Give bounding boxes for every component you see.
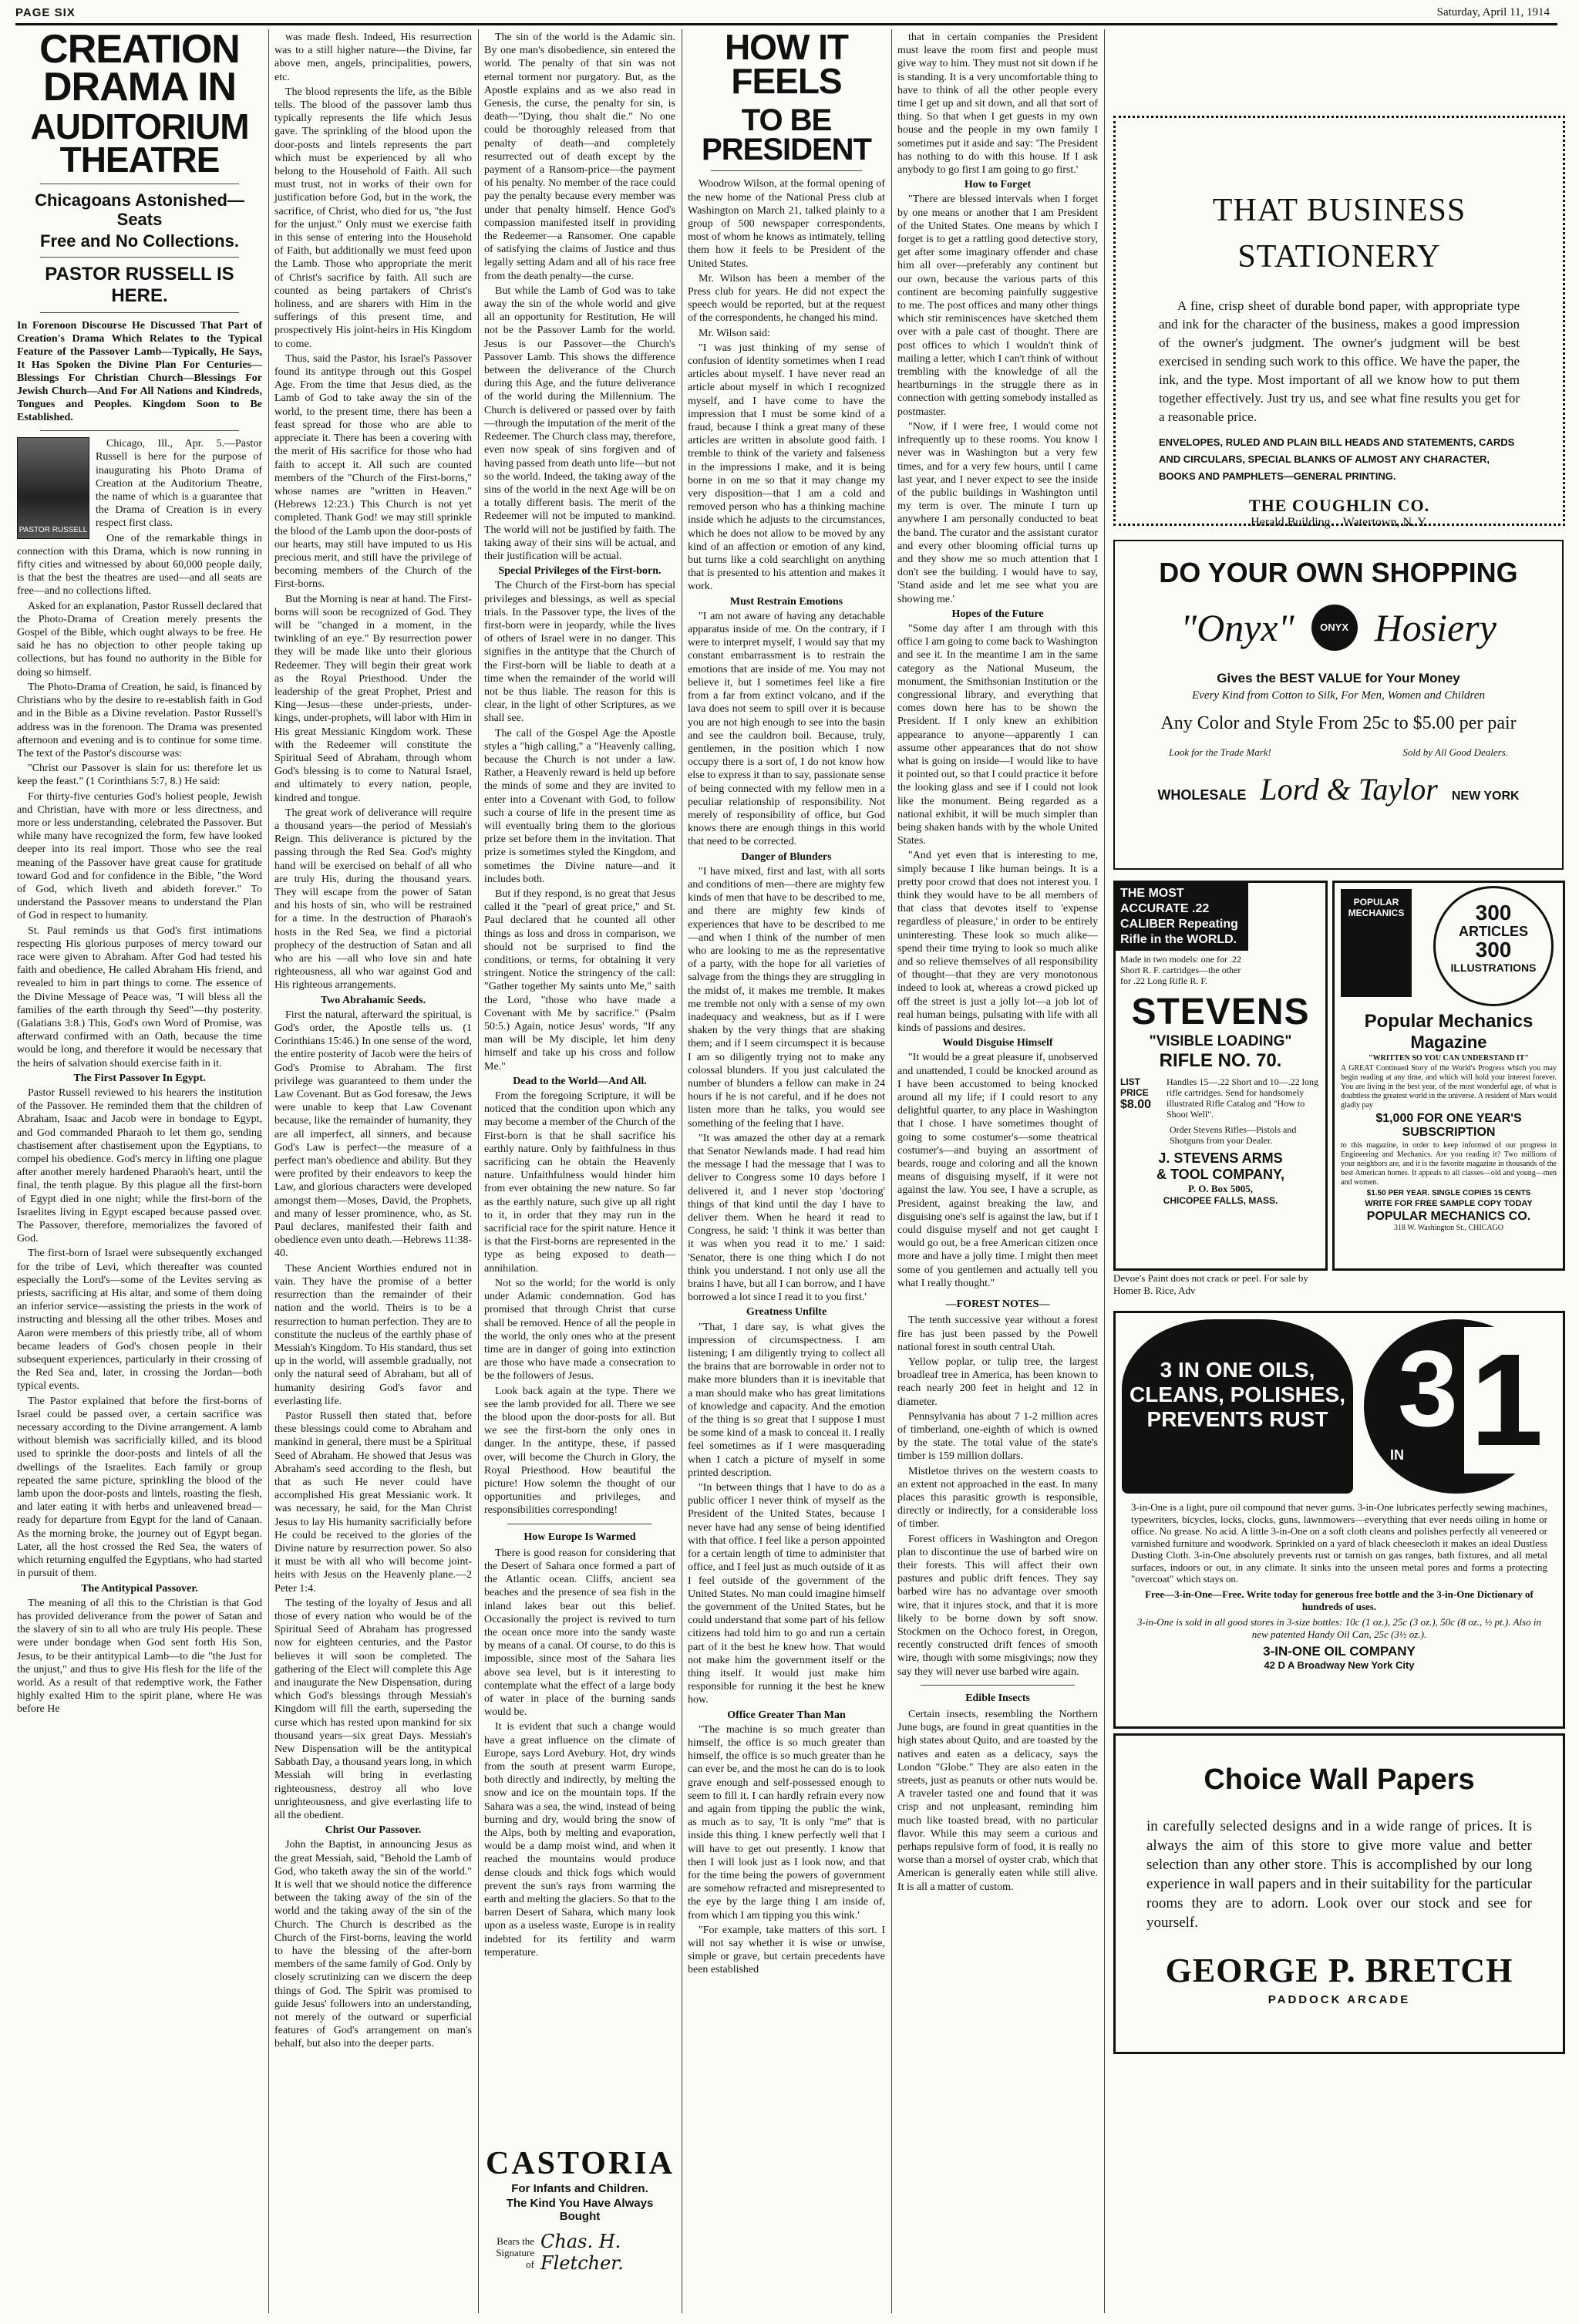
stevens-company-1: J. STEVENS ARMS <box>1158 1150 1283 1166</box>
onyx-headline: DO YOUR OWN SHOPPING <box>1159 557 1518 588</box>
paragraph: Asked for an explanation, Pastor Russell declared that the Photo-Drama of Creation merely presents the Gospel of the Bible, which ought always to be free. He said he has no objection to other people taking up collections, but has found no authority in the Bible for doing so himself. <box>17 600 262 679</box>
divider <box>921 1685 1075 1686</box>
paragraph: First the natural, afterward the spiritual, is God's order, the Apostle tells us. (1 Corinthians 15:46.) In one sense of the word, the entire posterity of Jacob were the heirs of God's Promise to Abraham. The first privilege was guaranteed to them under the Law Covenant. But as God foresaw, the Jews were unable to keep that Law Covenant because, like the remainder of humanity, they are all imperfect, all sinners, and because God's Law is perfect—the measure of a perfect man's obedience and ability. But they were profited by their endeavors to keep the Law, and glorious characters were developed amongst them—Moses, David, the Prophets, and many of lesser prominence, who, as St. Paul declares, manifested their faith and obedience even unto death.—Hebrews 11:38-40. <box>274 1009 472 1260</box>
logo-one: 1 <box>1464 1327 1550 1474</box>
onyx-hosiery-ad <box>1113 540 1564 870</box>
paragraph: "I was just thinking of my sense of confusion of identity sometimes when I read articles about myself. I have never read an article about myself in which I recognized myself, and I have come to have the impression that I must be some kind of a fraud, because I think a great many of these articles are written in absolute good faith. I tremble to think of the variety and falseness in the impressions I make, and it is being borne in on me so that it may change my very disposition—that I am a cold and removed person who has a thinking machine inside which he adjusts to the circumstances, which he does not allow to be moved by any kind of an affection or emotion of any kind, but turns like a cold searchlight on anything that is presented to his attention and makes it work. <box>688 342 885 593</box>
wilson-headline-1: HOW IT FEELS <box>724 27 849 101</box>
onyx-tagline: Gives the BEST VALUE for Your Money <box>1217 671 1460 685</box>
popular-mechanics-ad <box>1332 881 1565 1271</box>
paragraph: It is evident that such a change would have a great influence on the climate of Europe, says Lord Avebury. Hot, dry winds from the south at present warm Europe, both directly and indirectly, by melting the snow and ice on the mountain tops. If the Sahara was a sea, the wind, instead of being burning and dry, would bring the snow of the Alps, both by melting and evaporation, would be a damp moist wind, and when it reached the mountains would produce dense clouds and thick fogs which would prevent the sun's rays from warming the earth and melting the glaciers. So that to the barren Desert of Sahara, which many look upon as a useless waste, Europe is in reality indebted for its fertility and warm temperature. <box>484 1721 675 1959</box>
pm-body: A GREAT Continued Story of the World's Progress which you may begin reading at any time, and which will hold your interest forever. You are living in the best year, of the most wonderful age, of what is doubtless the greatest world in the universe. A resident of Mars would gladly pay <box>1341 1064 1557 1110</box>
oil-line-1: 3 IN ONE OILS, <box>1160 1358 1315 1382</box>
castoria-line-1: For Infants and Children. <box>511 2182 648 2195</box>
paragraph: "Some day after I am through with this office I am going to come back to Washington and see it. In the meantime I am in the same category as the National Museum, the monument, the Smithsonian Institution or the congressional library, and everything that comes down here has to be shown the President. If I only knew an exhibition appearance to anyone—apparently I can assume other appearances that do not show what is going on inside—I would like to have it pointed out, so that I could practice it before the looking glass and see if I could not look like the monument. Being regarded as a national exhibit, it will be much simpler than being shaken hands with by the whole United States. <box>897 622 1098 847</box>
europe-headline: How Europe Is Warmed <box>524 1531 636 1543</box>
logo-three: 3 <box>1398 1328 1458 1449</box>
subhead-3: PASTOR RUSSELL IS HERE. <box>45 264 234 306</box>
three-in-one-logo-icon <box>1364 1319 1549 1494</box>
oil-address: 42 D A Broadway New York City <box>1264 1659 1415 1671</box>
paragraph: "That, I dare say, is what gives the impression of circumspectness. I am listening; I am diligently trying to collect all the brains that are borrowable in order not to make more blunders than it is inevitable that a man should make who has great limitations of knowledge and capacity. And the emotion of the thing is so great that I suppose I must be some kind of a mask to conceal it. I really feel sometimes as if I were masquerading when I catch a picture of myself in some printed description. <box>688 1321 885 1479</box>
pm-title-2: Magazine <box>1410 1032 1487 1052</box>
stevens-lead-1: THE MOST <box>1120 887 1184 900</box>
paragraph: "There are blessed intervals when I forget by one means or another that I am President of the United States. One means by which I forget is to get a rattling good detective story, get after some imaginary offender and chase him all over—preferably any continent but our own, because the various parts of this continent are becoming painfully suggestive to me. The post offices and many other things which stir reminiscences have sketched them over with a pale cast of thought. There are post offices to which I wouldn't think of mailing a letter, which I can't think of without trembling with the knowledge of all the heartburnings in the struggle there as in connection with getting somebody installed as postmaster. <box>897 194 1098 418</box>
paragraph: The tenth successive year without a forest fire has just been passed by the Powell national forest in south central Utah. <box>897 1315 1098 1353</box>
pm-address: 318 W. Washington St., CHICAGO <box>1393 1224 1504 1232</box>
column-divider <box>891 29 892 2313</box>
article-deck: In Forenoon Discourse He Discussed That Part of Creation's Drama Which Relates to the Typical Feature of the Passover Lamb—Typically, He Says, It Has Spoken the Divine Plan For Centuries—Blessings For Christian Church—Blessings For Jewish Church—And For All Nations and Kindreds, Tongues and Peoples. Kingdom Soon to Be Established. <box>17 320 262 424</box>
article-continuation-3 <box>897 31 1098 2313</box>
insects-headline: Edible Insects <box>965 1692 1030 1704</box>
section-subhead: Christ Our Passover. <box>325 1824 422 1837</box>
subhead-1: Chicagoans Astonished—Seats <box>35 190 244 230</box>
paragraph: Woodrow Wilson, at the formal opening of the new home of the National Press club at Washington on March 21, talked plainly to a group of 500 newspaper correspondents, most of whom he knows as intimately, telling them how it feels to be President of the United States. <box>688 178 885 270</box>
stevens-order: Order Stevens Rifles—Pistols and Shotguns from your Dealer. <box>1170 1124 1297 1146</box>
paragraph: For thirty-five centuries God's holiest people, Jewish and Christian, have with more or less directness, and more or less understanding, celebrated the Passover. But while many have recognized the form, few have looked deeper into its real import. Those who see the real meaning of the Passover have great cause for gratitude toward God and for confidence in the Bible, "the Word of God, which liveth and abideth forever." To understand the Passover means to understand the Plan of God in respect to humanity. <box>17 790 262 922</box>
coughlin-stationery-ad <box>1113 116 1565 529</box>
subhead-2: Free and No Collections. <box>40 231 239 251</box>
paragraph: Pastor Russell then stated that, before these blessings could come to Abraham and mankind in general, there must be a Spiritual Seed of Abraham. He showed that Jesus was Abraham's seed according to the flesh, but that as such He never could have accomplished His great Messianic work. It was necessary, he said, for the Man Christ Jesus to lay His humanity sacrificially before He could be received to the glories of the Divine nature by resurrection power. So also it must be with all who will become joint-heirs with Jesus on the Heavenly plane.—2 Peter 1:4. <box>274 1410 472 1595</box>
paragraph: St. Paul reminds us that God's first intimations respecting His glorious purposes of mercy toward our race were given to Abraham. After God had tested his faith and obedience, He called Abraham His friend, and revealed to him in part things to come. The essence of the Divine Message of Peace was, "I will bless all the families of the earth through thy Seed"—thy posterity. (Galatians 3:8.) This, God's own Word of Promise, was afterward confirmed with an Oath, because the time would be long, and therefore it would be necessary that the heirs of salvation should exercise faith in it. <box>17 925 262 1069</box>
section-subhead: Hopes of the Future <box>951 608 1044 620</box>
divider <box>40 312 239 313</box>
forest-notes-body <box>897 1314 1098 1678</box>
castoria-signature-of: Signature of <box>496 2246 535 2270</box>
section-subhead: Dead to the World—And All. <box>513 1075 647 1087</box>
paragraph: "I have mixed, first and last, with all sorts and conditions of men—there are mighty few kinds of men that have to be described to me, and there are mighty few kinds of experiences that have to be described to me—and when I think of the number of men who are looking to me as the representative of a party, with the hope for all varieties of salvage from the things they are struggling in the midst of, it makes me tremble. It makes me tremble not only with a sense of my own inadequacy and weakness, but as if I were shaken by the very things that are shaking them; and if I seem circumspect it is because I am so diligently trying not to make any colossal blunders. If you just calculated the number of blunders a fellow can make in 24 hours if he is not careful, and if he does not listen more than he talks, you would see something of the feeling that I have. <box>688 865 885 1130</box>
paragraph: "In between things that I have to do as a public officer I never think of myself as the President of the United States, because I never have had any sense of being identified with that office. I feel like a person appointed for a certain length of time to administer that office, and I feel just as much outside of it as I feel outside of the government of the United States. No man could imagine himself the government of the United States, but he could understand that some part of his fellow citizens had told him to go and run a certain part of it the best he knew how. That would not make him the government itself or the thing itself. It would just make him responsible for running it the best he knew how. <box>688 1482 885 1706</box>
coughlin-company: THE COUGHLIN CO. <box>1248 496 1430 515</box>
paragraph: But if they respond, is no great that Jesus called it the "pearl of great price," and St. Paul declared that he counted all other things as loss and dross in comparison, we should not be surprised to find the conditions, or terms, for obtaining it very stringent. Notice the stringency of the call: "Gather together My saints unto Me," saith the Lord, "those who have made a Covenant with Me by sacrifice." (Psalm 50:5.) Again, notice Jesus' words, "If any man will be My disciple, let him deny himself and take up his cross and follow Me." <box>484 888 675 1073</box>
issue-date: Saturday, April 11, 1914 <box>1436 6 1550 19</box>
onyx-range: Every Kind from Cotton to Silk, For Men, Women and Children <box>1192 689 1485 702</box>
onyx-product: Hosiery <box>1374 606 1497 649</box>
portrait-caption: PASTOR RUSSELL <box>19 526 88 535</box>
pastor-portrait-image <box>17 437 89 539</box>
page-number: PAGE SIX <box>15 6 76 19</box>
paragraph: that in certain companies the President must leave the room first and people must give way to him. They must not sit down if he is standing. It is a very uncomfortable thing to have to think of all the other people every time I get up and sit down, and all that sort of thing. So that when I get guests in my own house and the people in my own family I sometimes put it aside and say: 'The President has nothing to do with this house. If I ask anybody to go first I am going to go first.' <box>897 32 1098 177</box>
pm-free-sample: WRITE FOR FREE SAMPLE COPY TODAY <box>1365 1199 1533 1208</box>
bretch-place: PADDOCK ARCADE <box>1268 1993 1411 2006</box>
paragraph: The call of the Gospel Age the Apostle styles a "high calling," a "Heavenly calling, because the Church is not under a law. Rather, a Heavenly reward is held up before the minds of some and they are invited to enter into a Covenant with God, to follow such a course of life in the present time as will eventually bring them to the glorious prize set before them in the invitation. That prize is sometimes styled the Kingdom, and sometimes the Divine nature—and it includes both. <box>484 727 675 885</box>
stationery-title-1: THAT BUSINESS <box>1212 193 1466 228</box>
paragraph: The sin of the world is the Adamic sin. By one man's disobedience, sin entered the world. The penalty of that sin was not eternal torment nor purgatory. But, as the Apostle explains and as we also read in Genesis, the curse, the penalty for sin, is death—"Dying, thou shalt die." No one could be thoroughly released from that penalty of death—and completely resurrected out of death except by the payment of a Ransom-price—the payment of his penalty. No member of the race could pay the penalty because every member was under that penalty himself. Hence God's compassion manifested itself in providing the Redeemer—a Ransomer. One capable of satisfying the claims of Justice and thus legally setting Adam and all of his race free from the death penalty—the curse. <box>484 32 675 282</box>
article-creation-drama <box>17 27 262 2313</box>
divider <box>40 430 239 431</box>
stevens-rifle-ad <box>1113 881 1328 1271</box>
pm-count-1: 300 <box>1475 901 1512 925</box>
stevens-box: P. O. Box 5005, <box>1187 1183 1254 1194</box>
stevens-company-2: & TOOL COMPANY, <box>1156 1167 1285 1182</box>
stevens-city: CHICOPEE FALLS, MASS. <box>1163 1195 1278 1206</box>
paragraph: "Now, if I were free, I would come not infrequently up to these rooms. You know I never was in Washington but a very few times, and for a very few hours, until I came last year, and I never expect to see the inside of the public buildings in Washington until my term is over. The minute I turn up anywhere I am personally conducted to beat the band. The curator and the assistant curator and every other blooming official turns up and they show me so much attention that I don't see the building. I would have to say, 'Stand aside and let me see what you are showing me.' <box>897 420 1098 605</box>
europe-article-body <box>484 1547 675 1959</box>
wallpaper-body: in carefully selected designs and in a wide range of prices. It is always the aim of this store to give more value and better selection than any other store. This is accomplished by our long experience in wall papers and in their suitability for the particular rooms they are to adorn. Look over our stock and see for yourself. <box>1146 1818 1532 1931</box>
pm-offer: $1,000 FOR ONE YEAR'S SUBSCRIPTION <box>1375 1112 1522 1139</box>
article-body <box>484 31 675 1517</box>
wallpaper-title: Choice Wall Papers <box>1204 1763 1475 1796</box>
stationery-body: A fine, crisp sheet of durable bond paper, with appropriate type and ink for the character of the business, makes a good impression of the owner's judgment. The owner's judgment will be best exercised in sending such work to this office. We have the paper, the ink, and the type. Most important of all we know how to put them together effectively. Just try us, and see what fine results you get for a reasonable price. <box>1159 298 1520 424</box>
paragraph: was made flesh. Indeed, His resurrection was to a still higher nature—the Divine, far above men, angels, principalities, powers, etc. <box>274 32 472 83</box>
stevens-model-1: "VISIBLE LOADING" <box>1149 1033 1292 1049</box>
article-body <box>274 31 472 2051</box>
paragraph: Mistletoe thrives on the western coasts to an extent not approached in the east. In many places this parasitic growth is responsible, directly or indirectly, for a considerable loss of timber. <box>897 1465 1098 1531</box>
paragraph: Mr. Wilson said: <box>699 327 770 339</box>
onyx-wholesale: WHOLESALE <box>1157 787 1247 803</box>
paragraph: "I am not aware of having any detachable apparatus inside of me. On the contrary, if I were to interpret myself, I would say that my constant embarrassment is to restrain the emotions that are inside of me. You may not believe it, but I sometimes feel like a fire from a far from extinct volcano, and if the lava does not seem to spill over it is because you are not high enough to see into the basin and see the cauldron boil. Because, truly, gentlemen, in the position which I now occupy there is a sort of, I do not know how else to express it than to say, passionate sense of being connected with my fellow men in a peculiar relationship of responsibility. Not merely of responsibility of office, but God knows there are enough things in this world that need to be corrected. <box>688 610 885 848</box>
pm-title-1: Popular Mechanics <box>1364 1011 1534 1032</box>
paragraph: Thus, said the Pastor, his Israel's Passover found its antitype through out this Gospel Age. From the time that Jesus died, as the Lamb of God to take away the sin of the world, to the present time, there has been a feast spread for those who are able to appreciate it. There has been a covering with the merit of His sacrifice for those who had faith to accept it. All such are counted members of the "Church of the First-borns," whose names are "written in Heaven." (Hebrews 12:23.) This Church is not yet completed. Thank God! we may still sprinkle the blood of the Lamb upon the door-posts of our hearts, may still have imputed to us His precious merit, and still have the privilege of becoming members of the Church of the First-borns. <box>274 352 472 591</box>
paragraph: There is good reason for considering that the Desert of Sahara once formed a part of the Atlantic ocean. Cliffs, ancient sea beaches and the presence of sea fish in the inland lakes bear out this belief. Occasionally the project is revived to turn the ocean once more into the sandy waste by means of a canal. Of course, to do this is impossible, since most of the Sahara lies above sea level, but is it interesting to contemplate what the effect of a large body of water in place of the burning sands would be. <box>484 1547 675 1719</box>
stevens-price: $8.00 <box>1120 1098 1152 1111</box>
castoria-line-2: The Kind You Have Always Bought <box>506 2197 654 2223</box>
forest-notes-headline: —FOREST NOTES— <box>945 1298 1050 1311</box>
divider <box>40 257 239 258</box>
section-subhead: How to Forget <box>964 179 1032 191</box>
onyx-note-left: Look for the Trade Mark! <box>1169 746 1271 758</box>
headline-line-2: AUDITORIUM THEATRE <box>30 106 249 180</box>
article-continuation-2 <box>484 31 675 2313</box>
paragraph: "The machine is so much greater than himself, the office is so much greater than himself, the office is so much greater than he can ever be, and the most he can do is to look grave enough and self-possessed enough to seem to fill it. I can hardly refrain every now and again from tipping the public the wink, as much as to say, 'It is only "me" that is inside this thing. I knew perfectly well that I will have to get out presently. I know that then I will look just as I look now, and that for the time being the powers of government are somehow refracted and misrepresented to the eye by the large thing I am inside of, from which I am tipping you this wink.' <box>688 1723 885 1922</box>
section-subhead: Would Disguise Himself <box>942 1037 1053 1049</box>
onyx-price: Any Color and Style From 25c to $5.00 per pair <box>1160 713 1517 733</box>
paragraph: The great work of deliverance will require a thousand years—the period of Messiah's Reign. This deliverance is pictured by the passing through the Red Sea. God's mighty hand will be exercised on behalf of all who are truly His, during the thousand years. They will escape from the power of Satan and his hosts of sin, who will be restrained for a time. In the destruction of Pharaoh's hosts in the Red Sea, we find a pictorial prophecy of the destruction of Satan and all who are his —all who love sin and hate righteousness, all who war against God and His righteous arrangements. <box>274 807 472 992</box>
section-subhead: Office Greater Than Man <box>727 1709 846 1721</box>
pm-count-4: ILLUSTRATIONS <box>1450 962 1537 974</box>
bretch-name: GEORGE P. BRETCH <box>1165 1952 1513 1989</box>
logo-in: IN <box>1390 1447 1404 1463</box>
three-in-one-oil-ad <box>1113 1311 1565 1729</box>
insects-body <box>897 1708 1098 1894</box>
paragraph: John the Baptist, in announcing Jesus as the great Messiah, said, "Behold the Lamb of God, who taketh away the sin of the world." It is well that we should notice the difference between the taking away of the sin of the world and the taking away of the sin of the Church. The Church is described as the Church of the First-borns, leaving the world to have the blessing of the after-born members of the same family of God. Only by closely scrutinizing can we discern the deep things of God. The Spirit was promised to guide Jesus' followers into an understanding, not merely of the outward or superficial features of God's arrangement on man's behalf, but also into the deeper parts. <box>274 1839 472 2050</box>
pm-body-2: to this magazine, in order to keep informed of our progress in Engineering and Mechanics. Are you reading it? Two millions of your neighbors are, and it is the favorite magazine in thousands of the best American homes. It appeals to all classes—old and young—men and women. <box>1341 1141 1557 1187</box>
masthead <box>15 6 1557 23</box>
oil-free-offer: Free—3-in-One—Free. Write today for generous free bottle and the 3-in-One Dictionary of hundreds of uses. <box>1145 1588 1534 1612</box>
stationery-items: ENVELOPES, RULED AND PLAIN BILL HEADS AND STATEMENTS, CARDS AND CIRCULARS, SPECIAL BLANKS OF ALMOST ANY CHARACTER, BOOKS AND PAMPHLETS—GENERAL PRINTING. <box>1159 436 1515 482</box>
paragraph: The first-born of Israel were subsequently exchanged for the tribe of Levi, which thereafter was counted especially the Lord's—some of the Levites serving as priests, sacrificing at His altar, and some of them doing an inferior service—assisting the priests in the work of instructing and blessing all the other tribes. Moses and Aaron were members of this priestly tribe, all of whom became leaders of God's chosen people in their subsequent experiences, particularly in their crossing of the Red Sea and, later, in crossing the Jordan—both typical events. <box>17 1248 262 1393</box>
divider <box>711 170 862 171</box>
column-divider <box>268 29 269 2313</box>
bretch-wall-papers-ad <box>1113 1733 1565 2054</box>
oil-company: 3-IN-ONE OIL COMPANY <box>1263 1643 1416 1659</box>
paragraph: Forest officers in Washington and Oregon plan to discontinue the use of barbed wire on their forests. This will affect their own pastures and public drift fences. They say barbed wire has no advantage over smooth wire, that it injures stock, and that it is more likely to be borne down by soft snow. Stockmen on the Ochoco forest, in Oregon, recently constructed drift fences of smooth wire, though with some misgivings; now they say they will never use barbed wire again. <box>897 1533 1098 1678</box>
pm-count-2: ARTICLES <box>1459 924 1528 939</box>
paragraph: The meaning of all this to the Christian is that God has provided deliverance from the power of Satan and the slavery of sin to all who are truly His people. These were under bondage when God sent forth His Son, Jesus, to be their antitypical Lamb—to die "the Just for the unjust," and thus to give His flesh for the life of the world. As a result of that redemptive work, the Father highly exalted Him to the spirit plane, where He was before He <box>17 1597 262 1716</box>
onyx-note-right: Sold by All Good Dealers. <box>1402 746 1508 758</box>
stevens-lead-2: ACCURATE .22 <box>1120 902 1210 915</box>
masthead-rule <box>15 23 1557 25</box>
paragraph: The Pastor explained that before the first-borns of Israel could be passed over, a certain sacrifice was necessary according to the Divine arrangement. A lamb without blemish was sacrificially killed, and its blood used to sprinkle the door-posts and lintels of all the dwellings of the Israelites. Each family or group repeated the same picture, sprinkling the blood of the lamb upon the door-posts and lintels, roasting the flesh, and later eating it with herbs and unleavened bread—ready for departure from Egypt for the land of Canaan. As the morning broke, the journey out of Egypt began. Later, all the host crossed the Red Sea, the waters of which returning engulfed the Egyptians, who had started in pursuit of them. <box>17 1395 262 1580</box>
section-subhead: The First Passover In Egypt. <box>73 1072 206 1084</box>
article-how-it-feels <box>688 27 885 2313</box>
stevens-models: Made in two models: one for .22 Short R. F. cartridges—the other for .22 Long Rifle R. F. <box>1120 954 1241 986</box>
onyx-trademark-icon: ONYX <box>1311 605 1358 651</box>
castoria-title: CASTORIA <box>486 2146 675 2181</box>
paragraph: Chicago, Ill., Apr. 5.—Pastor Russell is here for the purpose of inaugurating his Photo Drama of Creation at the Auditorium Theatre, the name of which is a guarantee that the Drama of Creation is in every respect first class. <box>96 438 262 530</box>
paragraph: Yellow poplar, or tulip tree, the largest broadleaf tree in America, has been known to reach nearly 200 feet in height and 12 in diameter. <box>897 1356 1098 1408</box>
section-subhead: The Antitypical Passover. <box>81 1582 198 1595</box>
paragraph: Certain insects, resembling the Northern June bugs, are found in great quantities in the high states about Quito, and are toasted by the natives and eaten as a delicacy, says the London "Globe." They are also eaten in the streets, just as peanuts or other nuts would be. A traveler tasted one and found that it was crisp and not unpleasant, reminding him much like toasted bread, with no particular flavor. While this may seem a curious and perhaps repulsive form of food, it is really no worse than a morsel of oyster crab, which that American is generally eaten while still alive. It is all a matter of custom. <box>897 1708 1098 1893</box>
column-divider <box>478 29 479 2313</box>
paragraph: The Photo-Drama of Creation, he said, is financed by Christians who by the desire to re-establish faith in God and in the Bible as a Divine revelation. Pastor Russell's address was in the forenoon. The Drama was presented afternoon and evening and is to continue for some time. The text of the Pastor's discourse was: <box>17 681 262 760</box>
stationery-title-2: STATIONERY <box>1237 239 1441 275</box>
article-continuation <box>274 31 472 2313</box>
coughlin-address: Herald Building Watertown, N. Y. <box>1251 516 1428 529</box>
oil-sizes: 3-in-One is sold in all good stores in 3-size bottles: 10c (1 oz.), 25c (3 oz.), 50c (8 oz., ½ pt.). Also in new patented Handy Oil Can, 25c (3½ oz.). <box>1137 1615 1541 1640</box>
paragraph: One of the remarkable things in connection with this Drama, which is now running in fifty cities and witnessed by about 60,000 people daily, is that the best the theatres are used—and all seats are free—and no collections lifted. <box>17 532 262 598</box>
section-subhead: Must Restrain Emotions <box>729 595 843 608</box>
article-body <box>897 31 1098 1290</box>
paragraph: The blood represents the life, as the Bible tells. The blood of the passover lamb thus typically represents the life which Jesus gave. The sprinkling of the blood upon the door-posts and lintels represents the part which must be experienced by all who belong to the Household of Faith. All such must trust, not in works of their own for justification before God, but in the work, the sacrifice, of Christ, who died for us, "the Just for the unjust." Only must we exercise faith in this sense of entering into the Household of Faith, but additionally we must feed upon the Lamb. Those who appropriate the merit of Christ's sacrifice by faith. All such are counted as being partakers of Christ's holiness, and are sharers with Him in the sufferings of this present time, and prospectively His joint-heirs in His Kingdom to come. <box>274 86 472 350</box>
paragraph: Not so the world; for the world is only under Adamic condemnation. God has promised that through Christ that curse shall be removed. Hence of all the people in the world, the only ones who at the present time are in danger of going into extinction are those who have made a consecration to be the followers of Jesus. <box>484 1277 675 1383</box>
stevens-handles: Handles 15—.22 Short and 10—.22 long rifle cartridges. Send for handsomely illustrated Rifle Catalog and "How to Shoot Well". <box>1167 1076 1318 1120</box>
article-body <box>17 437 262 1716</box>
paragraph: "Christ our Passover is slain for us: therefore let us keep the feast." (1 Corinthians 5:7, 8.) He said: <box>17 763 262 788</box>
section-subhead: Special Privileges of the First-born. <box>498 565 662 578</box>
pm-company: POPULAR MECHANICS CO. <box>1366 1210 1531 1223</box>
magazine-cover-image: POPULAR MECHANICS <box>1341 889 1412 997</box>
wilson-headline-2: TO BE PRESIDENT <box>702 103 871 167</box>
stevens-lead-3: CALIBER Repeating <box>1120 918 1238 931</box>
stevens-model-2: RIFLE NO. 70. <box>1159 1050 1282 1071</box>
paragraph: But while the Lamb of God was to take away the sin of the whole world and give all an opportunity for Restitution, He will not be the Passover Lamb for the world. Jesus is our Passover—the Church's Passover Lamb. This shows the difference between the deliverance of the Church during this Age, and the future deliverance of the world during the Millennium. The Church is delivered or passed over by faith—through the imputation of the merit of the Redeemer. The Church class may, therefore, even now speak of sins forgiven and of having passed from death unto life—but not so the world. Indeed, the taking away of the sins of the world in the next Age will be on a totally different basis. The merit of the Redeemer will not be imputed to mankind. The world will not be justified by faith. The taking away of their sins will be actual, and their justification will be actual. <box>484 285 675 562</box>
castoria-bears: Bears the <box>497 2235 535 2247</box>
column-divider <box>1104 29 1105 2313</box>
pm-price: $1.50 PER YEAR. SINGLE COPIES 15 CENTS <box>1366 1189 1531 1197</box>
stevens-lead-4: Rifle in the WORLD. <box>1120 933 1237 946</box>
paragraph: "It would be a great pleasure if, unobserved and unattended, I could be knocked around as I have been accustomed to being knocked around all my life; if I could resort to any delightful quarter, to any place in Washington that I chose. I have sometimes thought of going to some costumer's—some theatrical costumer's—and buying an assortment of beards, rouge and coloring and all the known means of disguising myself, if it were not against the law. You see, I have a scruple, as President, against breaking the law, and disguising one's self is against the law, but if I could disguise myself and not get caught I would go out, be a free American citizen once more and have a jolly time. I might then meet some of you gentlemen and actually tell you what I really thought." <box>897 1052 1098 1289</box>
devoe-paint-notice: Devoe's Paint does not crack or peel. For sale by Homer B. Rice, Adv <box>1113 1272 1308 1296</box>
pm-motto: "WRITTEN SO YOU CAN UNDERSTAND IT" <box>1368 1054 1530 1063</box>
paragraph: Pastor Russell reviewed to his hearers the institution of the Passover. He reminded them that the children of Abraham, Isaac and Jacob were in bondage to Egypt, and God commanded Pharaoh to let them go, sending chastisement after chastisement upon the Egyptians, to compel his obedience. God's mercy in lifting one plague after another merely hardened Pharaoh's heart, until the final, the tenth plague. By this plague all the first-born of Egypt died in one night; while the first-born of the Israelites living in Egypt escaped because passed over. The Passover, therefore, memorializes the favored of God. <box>17 1086 262 1245</box>
paragraph: The testing of the loyalty of Jesus and all those of every nation who would be of the Spiritual Seed of Abraham has progressed now for eighteen centuries, and the Pastor believes it will soon be completed. The gathering of the Elect will complete this Age and inaugurate the New Dispensation, during which God's blessings through Messiah's Kingdom will fill the earth, superseding the curse which has rested upon mankind for six thousand years—six great Days. Messiah's New Dispensation will be the antitypical Sabbath Day, a thousand years long, in which Messiah will bring in everlasting righteousness, destroy all who love unrighteousness, and give everlasting life to all the obedient. <box>274 1597 472 1822</box>
fletcher-signature: Chas. H. Fletcher. <box>540 2231 624 2274</box>
stevens-list-price: LIST PRICE <box>1120 1076 1149 1098</box>
stevens-brand: STEVENS <box>1131 992 1310 1032</box>
paragraph: Mr. Wilson has been a member of the Press club for years. He did not expect the speech would be reported, but at the request of the correspondents, he changed his mind. <box>688 272 885 325</box>
section-subhead: Danger of Blunders <box>741 850 832 863</box>
paragraph: But the Morning is near at hand. The First-borns will soon be recognized of God. They will be "changed in a moment, in the twinkling of an eye." By resurrection power they will be made like unto their glorious Redeemer. They will begin their great work as the Royal Priesthood. Under the leadership of the great Prophet, Priest and King—Jesus—these under-priests, under-kings, under-prophets, will labor with Him in His great Messianic Kingdom work. These with the Redeemer will constitute the Spiritual Seed of Abraham, through whom God's blessing is to come to Natural Israel, and ultimately to every nation, people, kindred and tongue. <box>274 593 472 804</box>
onyx-firm: Lord & Taylor <box>1260 772 1438 807</box>
paragraph: Pennsylvania has about 7 1-2 million acres of timberland, one-eighth of which is owned by the state. The total value of the state's timber is 159 million dollars. <box>897 1410 1098 1463</box>
section-subhead: Greatness Unfilte <box>746 1306 827 1319</box>
paragraph: "It was amazed the other day at a remark that Senator Newlands made. I had read him the message I had the message that I was to deliver to Congress some 10 days before I delivered it, and I never stop 'doctoring' things of that kind until the day I have to deliver them. When he heard it read to Congress, he said: 'I think it was better than it was when you read it to me.' I said: 'Senator, there is one thing which I do not think you understand. I not only use all the brains I have, but all I can borrow, and I have borrowed a lot since I read it to you first.' <box>688 1132 885 1304</box>
section-subhead: Two Abrahamic Seeds. <box>320 994 426 1006</box>
paragraph: Look back again at the type. There we see the lamb provided for all. There we see the blood upon the door-posts for all. But we see the first-born the only ones in danger. In the antitype, these, if passed over, will become the Church in Glory, the Royal Priesthood. How beautiful the picture! How solemn the thought of our opportunities and privileges, and responsibilities corresponding! <box>484 1385 675 1517</box>
article-body <box>688 177 885 1976</box>
paragraph: "For example, take matters of this sort. I will not say whether it is wise or unwise, simple or grave, but certain precedents have been established <box>688 1924 885 1976</box>
paragraph: From the foregoing Scripture, it will be noticed that the condition upon which any may become a member of the Church of the First-born is that he shall sacrifice his earthly nature. Only by faithfulness in thus sacrificing can he obtain the Heavenly nature. Unfaithfulness would hinder him from ever obtaining the new nature. So far as the earthly nature, such give up all right to it, in order that they may run in the sacrificial race for the spirit nature. Hence it is that the First-borns are represented in the type as being exposed to death—annihilation. <box>484 1090 675 1275</box>
pm-count-3: 300 <box>1475 938 1512 962</box>
headline-line-1: CREATION DRAMA IN <box>39 27 240 110</box>
paragraph: The Church of the First-born has special privileges and blessings, as well as special trials. In the Passover type, the lives of the first-born were in jeopardy, while the lives of others of Israel were in no danger. This signifies in the antitype that the Church of the First-born will be liable to death at a time when the remainder of the world will not be thus liable. The reason for this is clear, in the light of other Scriptures, as we shall see. <box>484 580 675 725</box>
oil-line-2: CLEANS, POLISHES, <box>1129 1383 1346 1406</box>
oil-body: 3-in-One is a light, pure oil compound that never gums. 3-in-One lubricates perfectly sewing machines, typewriters, bicycles, locks, clocks, guns, lawnmowers—everything that ever needs oiling in home or office. No grease. No acid. A little 3-in-One on a soft cloth cleans and polishes perfectly all veneered or varnished furniture and woodwork. Sprinkled on a yard of black cheesecloth it makes an ideal Dustless Dusting Cloth. 3-in-One absolutely prevents rust or tarnish on gas ranges, bath fixtures, and all metal surfaces, indoors or out, in any climate. It sinks into the unseen metal pores and forms a protecting "overcoat" which stays on. <box>1131 1501 1547 1585</box>
onyx-brand: "Onyx" <box>1180 606 1295 649</box>
onyx-city: NEW YORK <box>1451 790 1520 803</box>
castoria-ad <box>486 2145 675 2274</box>
paragraph: "And yet even that is interesting to me, simply because I like human beings. It is a pretty poor crowd that does not interest you. I think they would have to be all members of that class that devotes itself to 'expense regardless of pleasure,' in order to be entirely uninteresting. These look so much alike—spend their time trying to look so much alike and so relieve themselves of all responsibility of thought—that they are very monotonous indeed to look at, whereas a crowd picked up off the street is just a jolly lot—a job lot of real human beings, pulsating with life with all kinds of passions and desires. <box>897 850 1098 1035</box>
oil-line-3: PREVENTS RUST <box>1146 1407 1328 1431</box>
paragraph: These Ancient Worthies endured not in vain. They have the promise of a better resurrection than the remainder of their nation and the world. Theirs is to be a resurrection to human perfection. They are to constitute the nucleus of the earthly phase of Messiah's Kingdom. To His standard, thus set up in the world, will assemble gradually, not only the natural seed of Abraham, but all of humanity desiring God's favor and everlasting life. <box>274 1262 472 1407</box>
